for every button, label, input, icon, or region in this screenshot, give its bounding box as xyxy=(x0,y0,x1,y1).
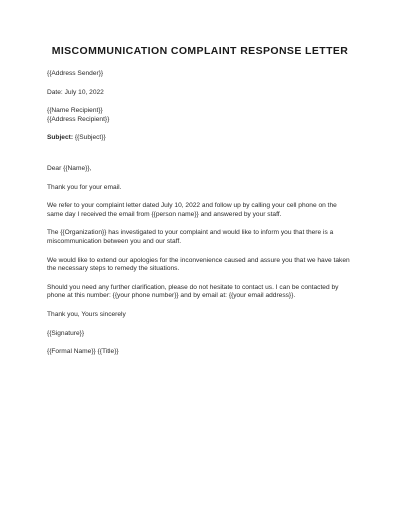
paragraph-4-line-2: phone at this number: {{your phone number}} and by email at: {{your email address}}. xyxy=(47,292,296,300)
paragraph-3-line-2: the necessary steps to remedy the situations. xyxy=(47,265,180,273)
paragraph-1-line-1: We refer to your complaint letter dated July 10, 2022 and follow up by calling your cell phone on the xyxy=(47,202,337,210)
formal-name: {{Formal Name}} {{Title}} xyxy=(47,348,119,356)
thanks-email: Thank you for your email. xyxy=(47,183,122,191)
signature: {{Signature}} xyxy=(47,329,85,337)
salutation: Dear {{Name}}, xyxy=(47,164,92,172)
subject-value: {{Subject}} xyxy=(73,134,106,142)
subject-line xyxy=(47,134,367,143)
letter-body xyxy=(47,70,367,357)
closing: Thank you, Yours sincerely xyxy=(47,310,126,318)
paragraph-4-line-1: Should you need any further clarification, please do not hesitate to contact us. I can be contacted by xyxy=(47,283,339,291)
paragraph-3-line-1: We would like to extend our apologies for the inconvenience caused and assure you that we have taken xyxy=(47,256,350,264)
address-recipient: {{Address Recipient}} xyxy=(47,115,110,123)
paragraph-2-line-1: The {{Organization}} has investigated to your complaint and would like to inform you that there is a xyxy=(47,229,334,237)
document-title: MISCOMMUNICATION COMPLAINT RESPONSE LETTER xyxy=(51,45,349,57)
paragraph-2-line-2: miscommunication between you and our staff. xyxy=(47,237,182,245)
address-sender: {{Address Sender}} xyxy=(47,70,104,77)
letter-date: Date: July 10, 2022 xyxy=(47,88,104,96)
name-recipient: {{Name Recipient}} xyxy=(47,107,103,115)
subject-label: Subject: xyxy=(47,134,74,142)
paragraph-1-line-2: same day I received the email from {{person name}} and answered by your staff. xyxy=(47,210,282,218)
